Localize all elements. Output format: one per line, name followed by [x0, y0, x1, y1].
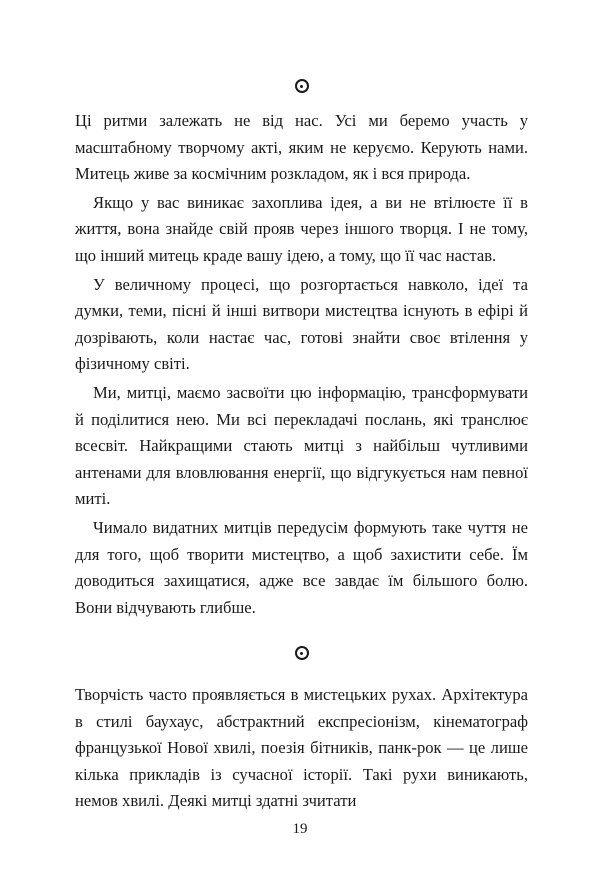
- section-divider-icon: [295, 646, 309, 660]
- paragraph: Чимало видатних митців передусім формують таке чуття не для того, щоб творити мистецтво, а щоб захистити себе. Їм доводиться захищатися, адже все завдає їм більшого болю. Вони відчувають глибше.: [75, 517, 528, 617]
- paragraph: У величному процесі, що розгортається навколо, ідеї та думки, теми, пісні й інші витвори мистецтва існують в ефірі й дозрівають, коли настає час, готові знайти своє втілення у фізичному світі.: [75, 274, 528, 374]
- paragraph: Творчість часто проявляється в мистецьких рухах. Архітектура в стилі баухаус, абстрактний експресіонізм, кінематограф французької Нової хвилі, поезія бітників, панк-рок — це лише кілька прикладів із сучасної історії. Такі рухи виникають, немов хвилі. Деякі митці здатні зчитати: [75, 685, 528, 811]
- paragraph: Якщо у вас виникає захоплива ідея, а ви не втілюєте її в життя, вона знайде свій прояв через іншого творця. І не тому, що інший митець краде вашу ідею, а тому, що її час настав.: [75, 192, 528, 265]
- paragraph: Ми, митці, маємо засвоїти цю інформацію, трансформувати й поділитися нею. Ми всі перекладачі послань, які транслює всесвіт. Найкращими стають митці з найбільш чутливими антенами для вловлювання енергії, що відгукується нам певної миті.: [75, 382, 528, 509]
- text-section-2: [75, 682, 528, 815]
- text-section-1: [75, 108, 528, 621]
- section-divider-icon: [295, 79, 309, 93]
- page-number: 19: [292, 821, 308, 837]
- paragraph: Ці ритми залежать не від нас. Усі ми беремо участь у масштабному творчому акті, яким не керуємо. Керують нами. Митець живе за космічним розкладом, як і вся природа.: [75, 111, 528, 184]
